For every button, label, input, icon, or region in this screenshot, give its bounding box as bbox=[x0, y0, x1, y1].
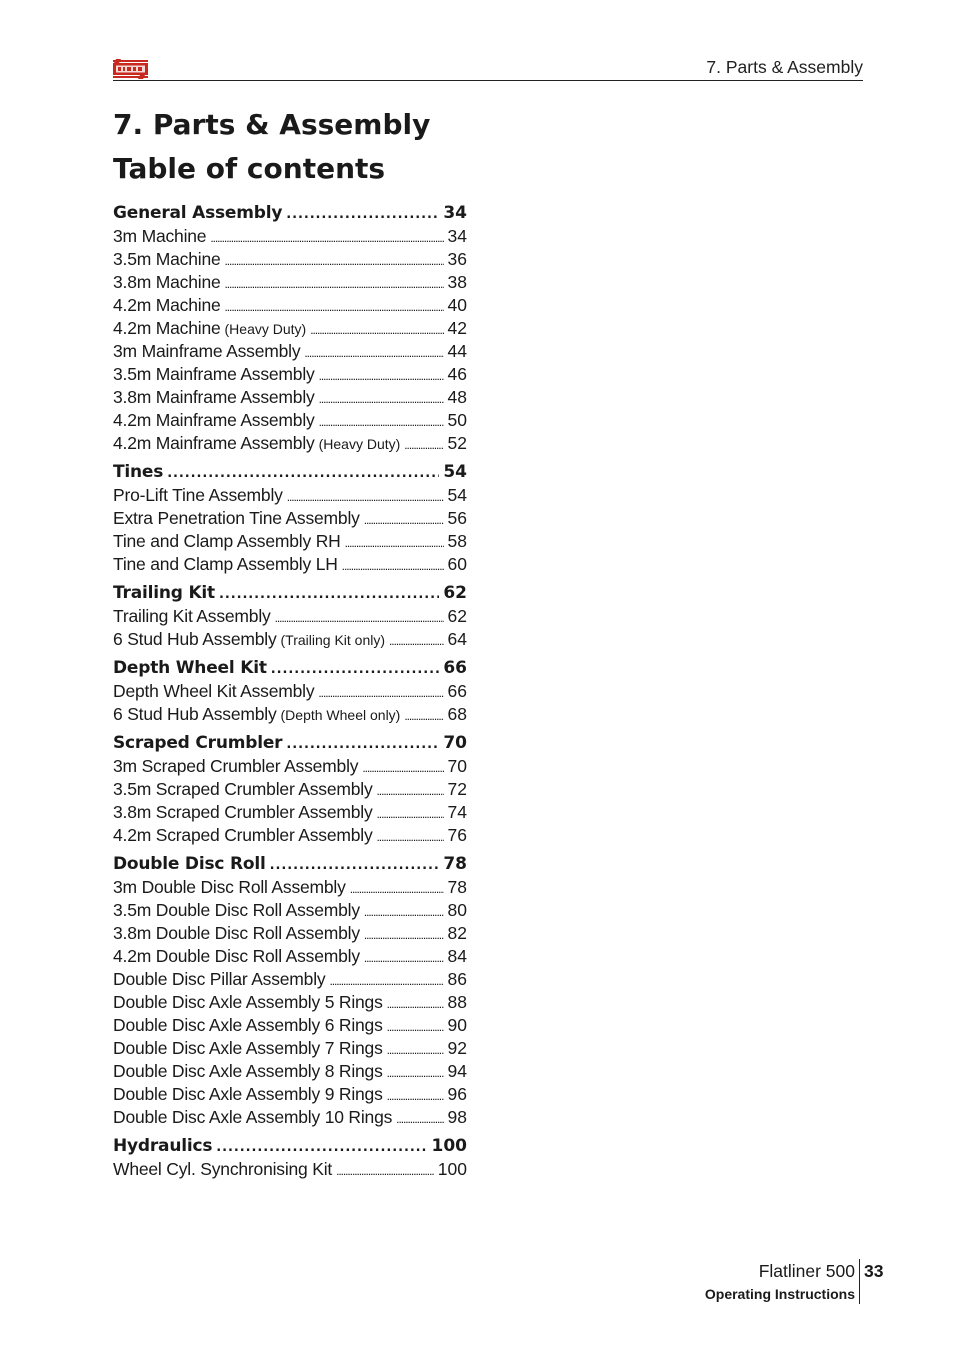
toc-page-number: 86 bbox=[447, 969, 467, 989]
toc-label: Double Disc Axle Assembly 9 Rings bbox=[113, 1084, 383, 1104]
toc-page-number: 68 bbox=[447, 704, 467, 724]
toc-label: 3.8m Mainframe Assembly bbox=[113, 387, 315, 407]
toc-label: General Assembly bbox=[113, 203, 283, 223]
toc-page-number: 44 bbox=[447, 341, 467, 361]
toc-entry bbox=[113, 801, 467, 824]
toc-leader-dots bbox=[387, 1037, 444, 1062]
toc-leader-dots bbox=[350, 876, 444, 901]
toc-page-number: 64 bbox=[447, 629, 467, 649]
toc-page-number: 50 bbox=[447, 410, 467, 430]
toc-leader-dots bbox=[342, 553, 444, 578]
toc-section-heading bbox=[113, 1134, 467, 1158]
toc-leader-dots bbox=[286, 731, 439, 757]
toc-entry bbox=[113, 1060, 467, 1083]
toc-label: Trailing Kit bbox=[113, 583, 215, 603]
toc-entry bbox=[113, 317, 467, 340]
toc-leader-dots bbox=[329, 968, 443, 993]
header-section-title: 7. Parts & Assembly bbox=[706, 57, 863, 77]
toc-leader-dots bbox=[389, 628, 444, 653]
toc-page-number: 90 bbox=[447, 1015, 467, 1035]
toc-leader-dots bbox=[167, 460, 439, 486]
toc-label: 3.5m Double Disc Roll Assembly bbox=[113, 900, 360, 920]
toc-label: 4.2m Mainframe Assembly bbox=[113, 410, 315, 430]
toc-page-number: 88 bbox=[447, 992, 467, 1012]
toc-entry bbox=[113, 703, 467, 726]
toc-label: Wheel Cyl. Synchronising Kit bbox=[113, 1159, 333, 1179]
toc-page-number: 78 bbox=[447, 877, 467, 897]
toc-note: (Trailing Kit only) bbox=[280, 632, 386, 648]
toc-leader-dots bbox=[387, 1014, 444, 1039]
toc-leader-dots bbox=[377, 801, 444, 826]
toc-page-number: 36 bbox=[447, 249, 467, 269]
toc-entry bbox=[113, 628, 467, 651]
toc-entry bbox=[113, 530, 467, 553]
toc-label: Tine and Clamp Assembly RH bbox=[113, 531, 341, 551]
toc-section-heading bbox=[113, 201, 467, 225]
toc-leader-dots bbox=[362, 755, 443, 780]
toc-leader-dots bbox=[225, 271, 444, 296]
toc-label: Hydraulics bbox=[113, 1136, 213, 1156]
toc-entry bbox=[113, 1083, 467, 1106]
toc-leader-dots bbox=[377, 778, 444, 803]
toc-label: Double Disc Axle Assembly 5 Rings bbox=[113, 992, 383, 1012]
toc-label: Scraped Crumbler bbox=[113, 733, 283, 753]
toc-label: Depth Wheel Kit Assembly bbox=[113, 681, 315, 701]
toc-page-number: 74 bbox=[447, 802, 467, 822]
toc-leader-dots bbox=[404, 703, 443, 728]
toc-leader-dots bbox=[404, 432, 443, 457]
toc-entry bbox=[113, 899, 467, 922]
toc-page-number: 60 bbox=[447, 554, 467, 574]
toc-entry bbox=[113, 225, 467, 248]
toc-leader-dots bbox=[210, 225, 443, 250]
toc-leader-dots bbox=[319, 386, 444, 411]
toc-entry bbox=[113, 778, 467, 801]
toc-leader-dots bbox=[310, 317, 443, 342]
toc-label: 3m Machine bbox=[113, 226, 207, 246]
toc-label: 3.8m Scraped Crumbler Assembly bbox=[113, 802, 373, 822]
toc-page-number: 34 bbox=[443, 203, 467, 223]
toc-leader-dots bbox=[270, 852, 440, 878]
toc-label: 4.2m Scraped Crumbler Assembly bbox=[113, 825, 373, 845]
toc-leader-dots bbox=[319, 363, 444, 388]
toc-leader-dots bbox=[364, 507, 444, 532]
toc-leader-dots bbox=[225, 248, 444, 273]
toc-leader-dots bbox=[396, 1106, 443, 1131]
toc-label: Pro-Lift Tine Assembly bbox=[113, 485, 283, 505]
toc-label: 6 Stud Hub Assembly bbox=[113, 704, 277, 724]
toc-entry bbox=[113, 432, 467, 455]
toc-leader-dots bbox=[387, 1060, 444, 1085]
toc-entry bbox=[113, 1037, 467, 1060]
toc-page-number: 46 bbox=[447, 364, 467, 384]
toc-entry bbox=[113, 340, 467, 363]
toc-entry bbox=[113, 876, 467, 899]
toc-page-number: 34 bbox=[447, 226, 467, 246]
toc-entry bbox=[113, 248, 467, 271]
toc-entry bbox=[113, 968, 467, 991]
toc-note: (Depth Wheel only) bbox=[280, 707, 401, 723]
toc-label: 4.2m Mainframe Assembly bbox=[113, 433, 315, 453]
toc-entry bbox=[113, 1014, 467, 1037]
toc-page-number: 70 bbox=[447, 756, 467, 776]
toc-label: Double Disc Axle Assembly 10 Rings bbox=[113, 1107, 393, 1127]
toc-label: Double Disc Pillar Assembly bbox=[113, 969, 326, 989]
toc-page-number: 48 bbox=[447, 387, 467, 407]
toc-page-number: 70 bbox=[443, 733, 467, 753]
toc-label: Double Disc Roll bbox=[113, 854, 266, 874]
toc-section-heading bbox=[113, 581, 467, 605]
toc-leader-dots bbox=[387, 991, 444, 1016]
toc-page-number: 54 bbox=[443, 462, 467, 482]
toc-leader-dots bbox=[336, 1158, 434, 1183]
toc-label: Double Disc Axle Assembly 8 Rings bbox=[113, 1061, 383, 1081]
toc-section-heading bbox=[113, 656, 467, 680]
toc-entry bbox=[113, 922, 467, 945]
toc-page-number: 94 bbox=[447, 1061, 467, 1081]
toc-label: 3.8m Machine bbox=[113, 272, 221, 292]
toc-leader-dots bbox=[364, 922, 444, 947]
toc-label: 4.2m Machine bbox=[113, 318, 221, 338]
toc-entry bbox=[113, 755, 467, 778]
toc-page-number: 62 bbox=[447, 606, 467, 626]
toc-leader-dots bbox=[286, 201, 439, 227]
footer-product-name: Flatliner 500 bbox=[758, 1261, 855, 1281]
toc-label: 3.5m Machine bbox=[113, 249, 221, 269]
toc-label: Depth Wheel Kit bbox=[113, 658, 267, 678]
toc-section-heading bbox=[113, 852, 467, 876]
toc-page-number: 80 bbox=[447, 900, 467, 920]
simba-logo bbox=[113, 59, 148, 79]
table-of-contents bbox=[113, 201, 467, 1181]
toc-entry bbox=[113, 409, 467, 432]
toc-page-number: 100 bbox=[431, 1136, 467, 1156]
toc-page-number: 82 bbox=[447, 923, 467, 943]
toc-note: (Heavy Duty) bbox=[224, 321, 307, 337]
toc-leader-dots bbox=[319, 409, 444, 434]
toc-page-number: 72 bbox=[447, 779, 467, 799]
toc-entry bbox=[113, 484, 467, 507]
toc-entry bbox=[113, 824, 467, 847]
contents-title: Table of contents bbox=[113, 152, 386, 185]
footer-divider bbox=[859, 1259, 860, 1304]
toc-section-heading bbox=[113, 460, 467, 484]
toc-entry bbox=[113, 553, 467, 576]
toc-leader-dots bbox=[318, 680, 443, 705]
toc-note: (Heavy Duty) bbox=[318, 436, 401, 452]
toc-leader-dots bbox=[275, 605, 444, 630]
toc-label: 3.5m Scraped Crumbler Assembly bbox=[113, 779, 373, 799]
toc-leader-dots bbox=[364, 945, 444, 970]
toc-label: 4.2m Machine bbox=[113, 295, 221, 315]
toc-leader-dots bbox=[271, 656, 440, 682]
toc-label: Tine and Clamp Assembly LH bbox=[113, 554, 338, 574]
toc-label: Extra Penetration Tine Assembly bbox=[113, 508, 360, 528]
toc-entry bbox=[113, 294, 467, 317]
toc-label: Double Disc Axle Assembly 7 Rings bbox=[113, 1038, 383, 1058]
toc-page-number: 76 bbox=[447, 825, 467, 845]
toc-page-number: 54 bbox=[447, 485, 467, 505]
toc-page-number: 38 bbox=[447, 272, 467, 292]
toc-entry bbox=[113, 271, 467, 294]
footer-subtitle: Operating Instructions bbox=[704, 1286, 855, 1302]
toc-leader-dots bbox=[287, 484, 444, 509]
toc-leader-dots bbox=[219, 581, 439, 607]
toc-page-number: 62 bbox=[443, 583, 467, 603]
toc-label: 3.8m Double Disc Roll Assembly bbox=[113, 923, 360, 943]
toc-entry bbox=[113, 1158, 467, 1181]
toc-page-number: 52 bbox=[447, 433, 467, 453]
toc-entry bbox=[113, 386, 467, 409]
toc-page-number: 56 bbox=[447, 508, 467, 528]
toc-label: 3m Mainframe Assembly bbox=[113, 341, 301, 361]
toc-page-number: 92 bbox=[447, 1038, 467, 1058]
toc-label: 3.5m Mainframe Assembly bbox=[113, 364, 315, 384]
toc-page-number: 66 bbox=[447, 681, 467, 701]
toc-leader-dots bbox=[364, 899, 444, 924]
chapter-title: 7. Parts & Assembly bbox=[113, 108, 431, 141]
toc-entry bbox=[113, 680, 467, 703]
toc-entry bbox=[113, 363, 467, 386]
toc-entry bbox=[113, 507, 467, 530]
toc-leader-dots bbox=[304, 340, 443, 365]
toc-leader-dots bbox=[377, 824, 444, 849]
header-rule bbox=[113, 80, 863, 81]
toc-leader-dots bbox=[387, 1083, 444, 1108]
toc-page-number: 78 bbox=[443, 854, 467, 874]
toc-page-number: 96 bbox=[447, 1084, 467, 1104]
toc-label: Trailing Kit Assembly bbox=[113, 606, 271, 626]
toc-page-number: 66 bbox=[443, 658, 467, 678]
toc-entry bbox=[113, 1106, 467, 1129]
toc-label: 3m Double Disc Roll Assembly bbox=[113, 877, 346, 897]
toc-label: 3m Scraped Crumbler Assembly bbox=[113, 756, 359, 776]
toc-label: 4.2m Double Disc Roll Assembly bbox=[113, 946, 360, 966]
toc-page-number: 42 bbox=[447, 318, 467, 338]
toc-entry bbox=[113, 991, 467, 1014]
toc-page-number: 98 bbox=[447, 1107, 467, 1127]
toc-page-number: 58 bbox=[447, 531, 467, 551]
toc-leader-dots bbox=[345, 530, 444, 555]
toc-entry bbox=[113, 605, 467, 628]
toc-page-number: 40 bbox=[447, 295, 467, 315]
toc-section-heading bbox=[113, 731, 467, 755]
toc-leader-dots bbox=[225, 294, 444, 319]
toc-page-number: 100 bbox=[437, 1159, 467, 1179]
toc-label: 6 Stud Hub Assembly bbox=[113, 629, 277, 649]
toc-entry bbox=[113, 945, 467, 968]
toc-page-number: 84 bbox=[447, 946, 467, 966]
toc-label: Tines bbox=[113, 462, 164, 482]
toc-leader-dots bbox=[216, 1134, 427, 1160]
page-number: 33 bbox=[864, 1261, 884, 1281]
toc-label: Double Disc Axle Assembly 6 Rings bbox=[113, 1015, 383, 1035]
